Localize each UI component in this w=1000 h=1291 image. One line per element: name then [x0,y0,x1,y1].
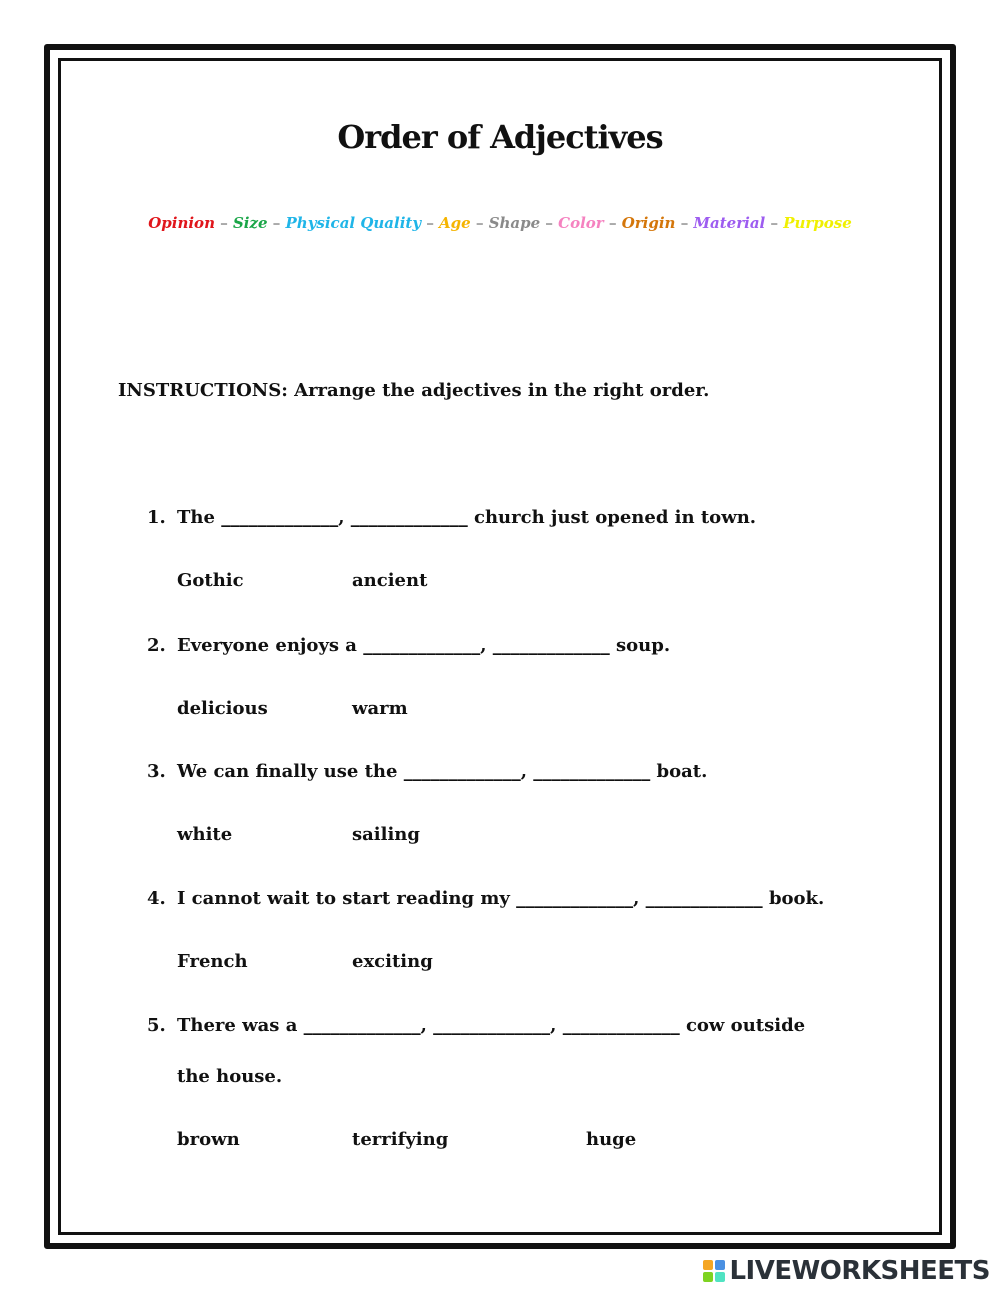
option-word[interactable]: exciting [352,951,433,972]
worksheet-title: Order of Adjectives [337,118,663,156]
instructions: INSTRUCTIONS: Arrange the adjectives in the right order. [118,380,710,401]
legend-opinion: Opinion [148,214,215,232]
legend-separator: – [545,214,553,232]
question-5 [147,1015,805,1036]
option-word[interactable]: brown [177,1129,240,1150]
question-text[interactable]: We can finally use the _____________, _____________ boat. [177,761,708,782]
legend-color: Color [558,214,604,232]
option-word[interactable]: ancient [352,570,428,591]
legend-separator: – [680,214,689,232]
question-text[interactable]: There was a _____________, _____________, _____________ cow outside [177,1015,806,1036]
question-number: 3. [147,761,166,782]
option-word[interactable]: huge [586,1129,637,1150]
legend-separator: – [272,214,281,232]
adjective-order-legend [0,214,1000,232]
legend-physical-quality: Physical Quality [285,214,422,232]
legend-material: Material [693,214,766,232]
question-number: 1. [147,507,166,528]
question-number: 5. [147,1015,166,1036]
legend-separator: – [770,214,778,232]
question-text[interactable]: I cannot wait to start reading my _____________, _____________ book. [177,888,825,909]
question-3 [147,761,707,782]
question-1 [147,507,756,528]
question-2 [147,635,670,656]
liveworksheets-logo-icon [703,1260,725,1282]
question-text[interactable]: The _____________, _____________ church just opened in town. [177,507,757,528]
option-word[interactable]: warm [352,698,408,719]
legend-separator: – [220,214,228,232]
legend-shape: Shape [488,214,541,232]
question-number: 2. [147,635,166,656]
question-4 [147,888,824,909]
question-number: 4. [147,888,166,909]
option-word[interactable]: delicious [177,698,268,719]
question-5-continuation: the house. [177,1066,283,1087]
legend-separator: – [608,214,617,232]
legend-size: Size [232,214,268,232]
option-word[interactable]: white [177,824,233,845]
legend-age: Age [439,214,471,232]
legend-separator: – [426,214,434,232]
legend-origin: Origin [621,214,676,232]
liveworksheets-footer [703,1256,990,1286]
option-word[interactable]: French [177,951,248,972]
question-text[interactable]: Everyone enjoys a _____________, _____________ soup. [177,635,671,656]
option-word[interactable]: terrifying [352,1129,449,1150]
option-word[interactable]: Gothic [177,570,244,591]
legend-purpose: Purpose [783,214,852,232]
option-word[interactable]: sailing [352,824,420,845]
brand-name: LIVEWORKSHEETS [729,1256,990,1286]
legend-separator: – [475,214,484,232]
